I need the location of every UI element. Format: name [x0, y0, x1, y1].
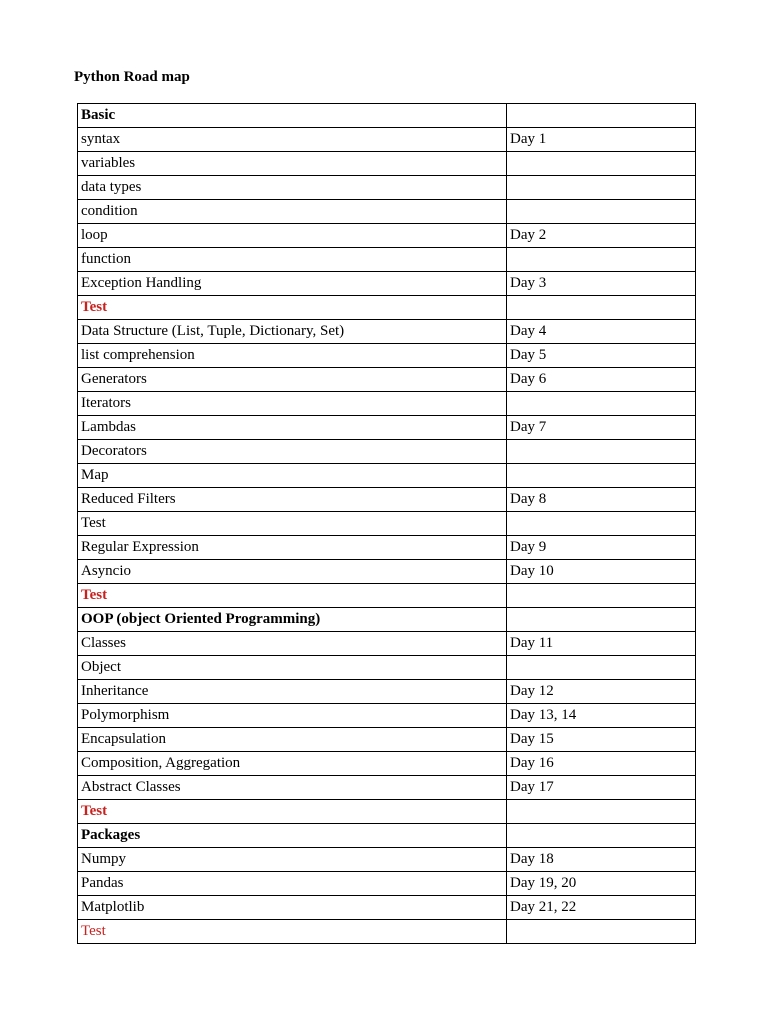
- day-cell: [507, 608, 696, 632]
- table-row: [78, 704, 696, 728]
- topic-cell: Object: [78, 656, 507, 680]
- table-row: [78, 488, 696, 512]
- table-row: [78, 464, 696, 488]
- roadmap-table-body: [78, 104, 696, 944]
- day-cell: [507, 104, 696, 128]
- day-cell: Day 12: [507, 680, 696, 704]
- table-row: [78, 344, 696, 368]
- topic-cell: Iterators: [78, 392, 507, 416]
- topic-cell: Numpy: [78, 848, 507, 872]
- topic-cell: OOP (object Oriented Programming): [78, 608, 507, 632]
- topic-cell: condition: [78, 200, 507, 224]
- topic-cell: Decorators: [78, 440, 507, 464]
- day-cell: [507, 296, 696, 320]
- table-row: [78, 392, 696, 416]
- topic-cell: loop: [78, 224, 507, 248]
- table-row: [78, 536, 696, 560]
- table-row: [78, 224, 696, 248]
- day-cell: Day 8: [507, 488, 696, 512]
- topic-cell: Test: [78, 920, 507, 944]
- roadmap-table: [77, 103, 696, 944]
- table-row: [78, 920, 696, 944]
- day-cell: [507, 656, 696, 680]
- day-cell: Day 3: [507, 272, 696, 296]
- topic-cell: Map: [78, 464, 507, 488]
- topic-cell: Reduced Filters: [78, 488, 507, 512]
- table-row: [78, 584, 696, 608]
- topic-cell: data types: [78, 176, 507, 200]
- table-row: [78, 104, 696, 128]
- topic-cell: Packages: [78, 824, 507, 848]
- table-row: [78, 776, 696, 800]
- day-cell: Day 4: [507, 320, 696, 344]
- day-cell: Day 11: [507, 632, 696, 656]
- table-row: [78, 416, 696, 440]
- table-row: [78, 296, 696, 320]
- table-row: [78, 128, 696, 152]
- day-cell: Day 17: [507, 776, 696, 800]
- day-cell: Day 13, 14: [507, 704, 696, 728]
- topic-cell: Pandas: [78, 872, 507, 896]
- day-cell: Day 21, 22: [507, 896, 696, 920]
- topic-cell: Exception Handling: [78, 272, 507, 296]
- table-row: [78, 848, 696, 872]
- table-row: [78, 824, 696, 848]
- topic-cell: Test: [78, 800, 507, 824]
- table-row: [78, 152, 696, 176]
- topic-cell: function: [78, 248, 507, 272]
- day-cell: Day 19, 20: [507, 872, 696, 896]
- day-cell: [507, 920, 696, 944]
- table-row: [78, 440, 696, 464]
- day-cell: Day 7: [507, 416, 696, 440]
- table-row: [78, 632, 696, 656]
- topic-cell: Lambdas: [78, 416, 507, 440]
- day-cell: Day 10: [507, 560, 696, 584]
- topic-cell: Composition, Aggregation: [78, 752, 507, 776]
- topic-cell: Abstract Classes: [78, 776, 507, 800]
- topic-cell: Test: [78, 512, 507, 536]
- table-row: [78, 560, 696, 584]
- topic-cell: Basic: [78, 104, 507, 128]
- table-row: [78, 752, 696, 776]
- day-cell: [507, 464, 696, 488]
- day-cell: [507, 152, 696, 176]
- topic-cell: Regular Expression: [78, 536, 507, 560]
- table-row: [78, 680, 696, 704]
- table-row: [78, 176, 696, 200]
- table-row: [78, 512, 696, 536]
- day-cell: [507, 440, 696, 464]
- day-cell: [507, 200, 696, 224]
- page-title: Python Road map: [74, 69, 190, 85]
- table-row: [78, 200, 696, 224]
- topic-cell: Asyncio: [78, 560, 507, 584]
- table-row: [78, 872, 696, 896]
- day-cell: Day 16: [507, 752, 696, 776]
- topic-cell: Generators: [78, 368, 507, 392]
- table-row: [78, 248, 696, 272]
- table-row: [78, 320, 696, 344]
- day-cell: [507, 176, 696, 200]
- topic-cell: Polymorphism: [78, 704, 507, 728]
- topic-cell: Encapsulation: [78, 728, 507, 752]
- table-row: [78, 656, 696, 680]
- topic-cell: Matplotlib: [78, 896, 507, 920]
- topic-cell: Test: [78, 296, 507, 320]
- day-cell: Day 6: [507, 368, 696, 392]
- day-cell: [507, 248, 696, 272]
- topic-cell: variables: [78, 152, 507, 176]
- day-cell: [507, 512, 696, 536]
- topic-cell: Test: [78, 584, 507, 608]
- table-row: [78, 728, 696, 752]
- day-cell: Day 9: [507, 536, 696, 560]
- day-cell: Day 2: [507, 224, 696, 248]
- table-row: [78, 896, 696, 920]
- day-cell: Day 15: [507, 728, 696, 752]
- day-cell: [507, 392, 696, 416]
- day-cell: Day 1: [507, 128, 696, 152]
- topic-cell: Inheritance: [78, 680, 507, 704]
- day-cell: Day 18: [507, 848, 696, 872]
- topic-cell: Data Structure (List, Tuple, Dictionary, Set): [78, 320, 507, 344]
- topic-cell: syntax: [78, 128, 507, 152]
- table-row: [78, 800, 696, 824]
- table-row: [78, 272, 696, 296]
- table-row: [78, 368, 696, 392]
- day-cell: [507, 800, 696, 824]
- day-cell: [507, 824, 696, 848]
- table-row: [78, 608, 696, 632]
- topic-cell: Classes: [78, 632, 507, 656]
- day-cell: [507, 584, 696, 608]
- topic-cell: list comprehension: [78, 344, 507, 368]
- day-cell: Day 5: [507, 344, 696, 368]
